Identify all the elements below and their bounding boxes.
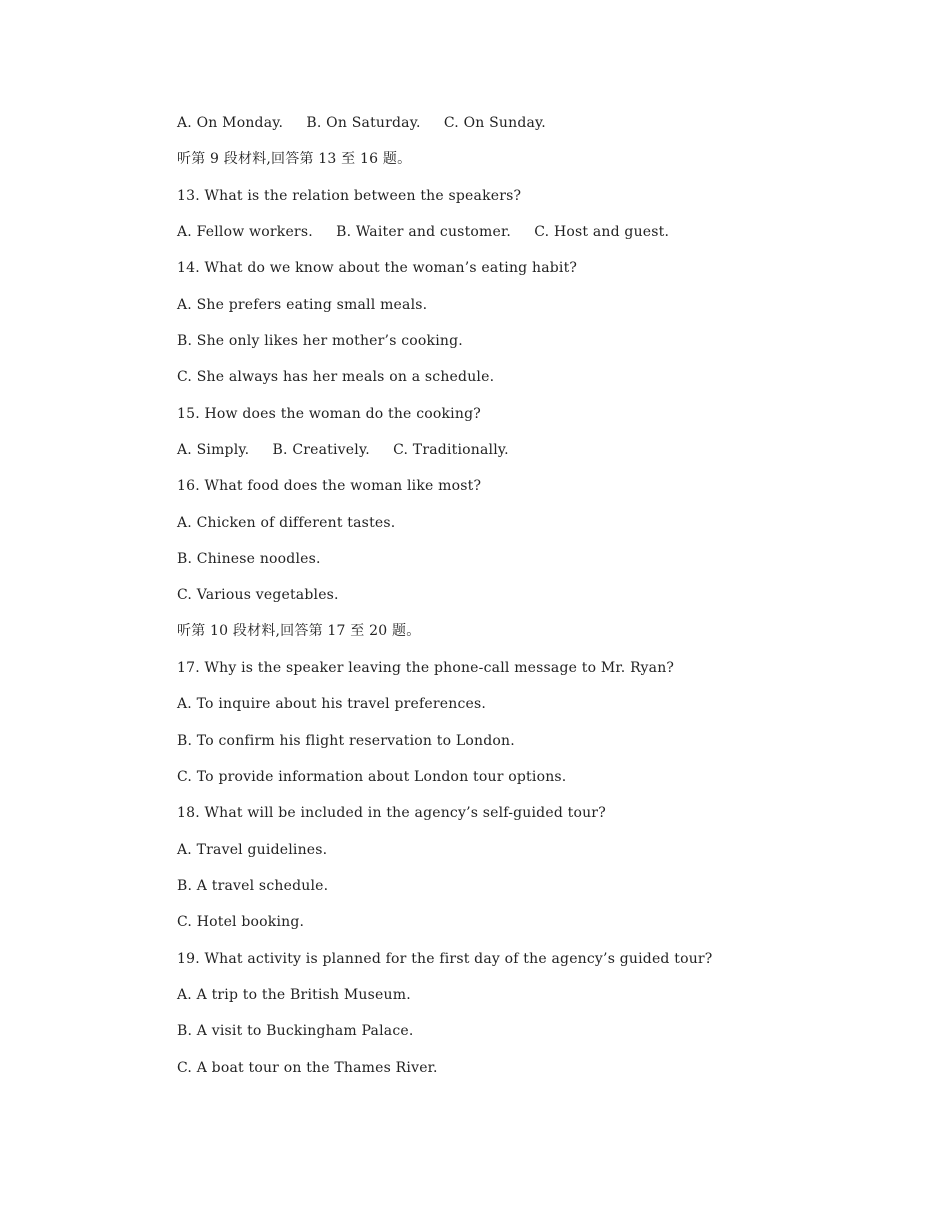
question-18: 18. What will be included in the agency’s self-guided tour? [177, 805, 606, 821]
q18-option-c: C. Hotel booking. [177, 914, 305, 930]
question-15: 15. How does the woman do the cooking? [177, 406, 481, 422]
q17-option-a: A. To inquire about his travel preferences. [177, 696, 487, 712]
q16-option-a: A. Chicken of different tastes. [177, 515, 396, 531]
q18-option-a: A. Travel guidelines. [177, 842, 328, 858]
section-10-instruction: 听第 10 段材料,回答第 17 至 20 题。 [177, 623, 421, 639]
section-9-instruction: 听第 9 段材料,回答第 13 至 16 题。 [177, 151, 412, 167]
q17-option-b: B. To confirm his flight reservation to London. [177, 733, 515, 749]
question-13: 13. What is the relation between the speakers? [177, 188, 522, 204]
q18-option-b: B. A travel schedule. [177, 878, 329, 894]
q16-option-b: B. Chinese noodles. [177, 551, 321, 567]
q13-options: A. Fellow workers. B. Waiter and customer. C. Host and guest. [177, 224, 670, 240]
q19-option-c: C. A boat tour on the Thames River. [177, 1060, 438, 1076]
q16-option-c: C. Various vegetables. [177, 587, 339, 603]
q14-option-a: A. She prefers eating small meals. [177, 297, 428, 313]
q19-option-b: B. A visit to Buckingham Palace. [177, 1023, 414, 1039]
question-16: 16. What food does the woman like most? [177, 478, 482, 494]
question-19: 19. What activity is planned for the first day of the agency’s guided tour? [177, 951, 713, 967]
q12-options: A. On Monday. B. On Saturday. C. On Sunday. [177, 115, 546, 131]
q14-option-b: B. She only likes her mother’s cooking. [177, 333, 463, 349]
question-17: 17. Why is the speaker leaving the phone-call message to Mr. Ryan? [177, 660, 675, 676]
q19-option-a: A. A trip to the British Museum. [177, 987, 411, 1003]
q14-option-c: C. She always has her meals on a schedule. [177, 369, 495, 385]
question-14: 14. What do we know about the woman’s eating habit? [177, 260, 578, 276]
q15-options: A. Simply. B. Creatively. C. Traditionally. [177, 442, 509, 458]
q17-option-c: C. To provide information about London tour options. [177, 769, 567, 785]
